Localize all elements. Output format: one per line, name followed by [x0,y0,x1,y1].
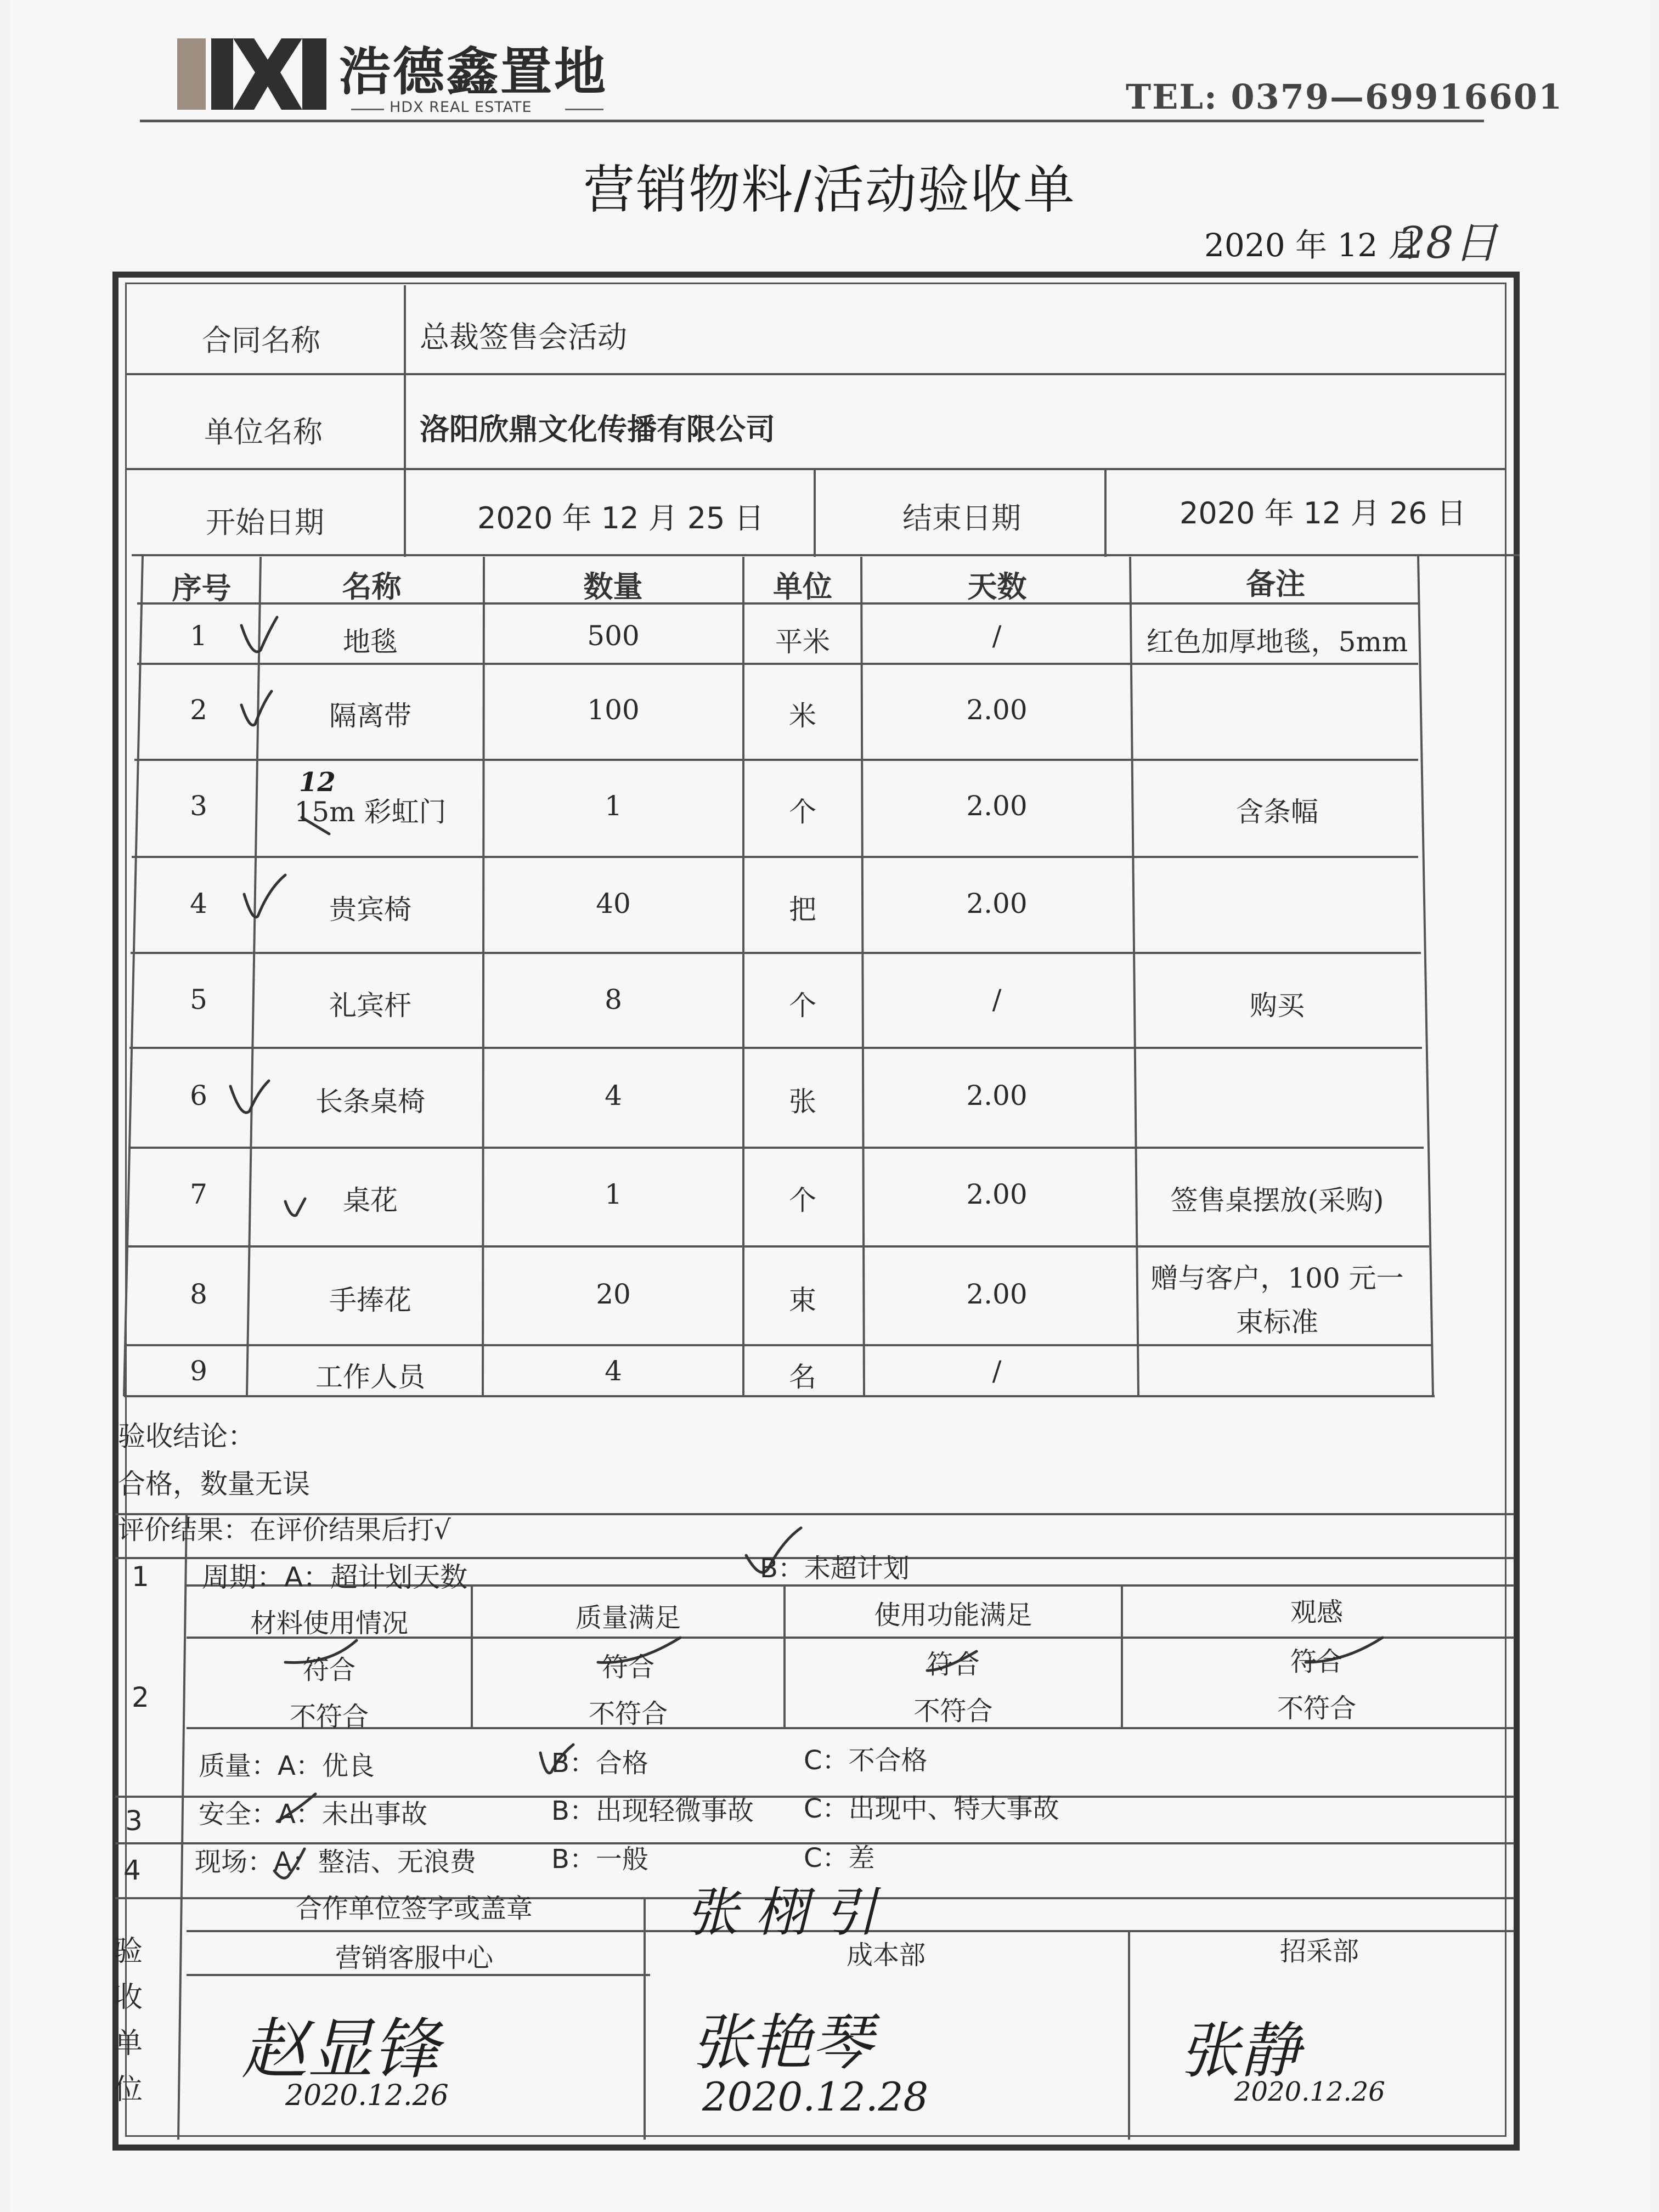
period-option-b: B：未超计划 [760,1553,910,1584]
evaluation-row-2-no: 2 [132,1681,149,1713]
item-note: 购买 [1250,990,1305,1022]
item-qty: 8 [605,984,622,1015]
item-unit: 把 [789,894,816,926]
side-label-char-3: 单 [114,2027,143,2060]
item-note-line2: 束标准 [1236,1306,1318,1338]
material-not-meets: 不符合 [289,1701,369,1732]
end-date-label: 结束日期 [902,501,1021,535]
document-date: 2020 年 12 月 [1204,227,1420,264]
evaluation-row-4-no: 4 [123,1854,141,1886]
item-qty: 40 [596,888,631,919]
signature-procurement-date: 2020.12.26 [1234,2076,1385,2107]
item-no: 3 [190,790,207,822]
material-meets: 符合 [302,1655,356,1685]
item-no: 6 [190,1080,207,1111]
quality-not-meets: 不符合 [588,1699,668,1729]
side-label-char-2: 收 [114,1981,143,2014]
item-name: 15m 彩虹门 [294,796,447,828]
item-unit: 平米 [775,626,830,658]
evaluation-row-3-no: 3 [125,1805,143,1837]
signature-cost-date: 2020.12.28 [702,2074,929,2120]
criteria-quality: 质量满足 [575,1602,681,1633]
document-date-handwritten: 28日 [1398,217,1498,268]
item-qty: 1 [605,1178,622,1210]
item-unit: 个 [789,990,816,1022]
dept-cost: 成本部 [846,1940,926,1971]
side-label-char-4: 位 [114,2073,143,2106]
signature-cost: 张艳琴 [691,2007,872,2078]
item-name: 隔离带 [329,700,411,732]
item-no: 8 [190,1278,207,1310]
side-label-char-1: 验 [114,1935,143,1968]
site-option-c: C：差 [804,1843,875,1874]
item-unit: 米 [789,700,816,732]
company-name-label: 单位名称 [204,415,323,449]
contract-name-value: 总裁签售会活动 [420,320,627,354]
item-unit: 束 [789,1284,816,1316]
item-note: 红色加厚地毯，5mm [1146,626,1408,658]
column-header-unit: 单位 [773,569,832,604]
item-note: 含条幅 [1236,796,1318,828]
item-days: 2.00 [966,790,1028,822]
site-option-a: 现场：A：整洁、无浪费 [195,1847,476,1877]
column-header-name: 名称 [342,569,402,604]
item-qty: 20 [596,1278,631,1310]
item-name: 工作人员 [315,1361,425,1393]
site-option-b: B：一般 [551,1844,648,1875]
contract-name-label: 合同名称 [202,323,320,358]
signature-marketing: 赵显锋 [241,2012,439,2088]
conclusion-label: 验收结论： [118,1420,255,1452]
end-date-value: 2020 年 12 月 26 日 [1180,496,1466,531]
item-qty: 4 [605,1080,622,1111]
visual-not-meets: 不符合 [1277,1693,1356,1724]
quality-option-c: C：不合格 [804,1745,928,1776]
handwritten-correction-12: 12 [299,767,336,798]
brand-name-en: HDX REAL ESTATE [390,99,532,116]
item-no: 9 [190,1355,207,1387]
item-name: 地毯 [343,626,398,658]
item-no: 2 [190,694,207,726]
signature-procurement: 张静 [1180,2016,1300,2086]
visual-meets: 符合 [1290,1646,1343,1677]
telephone: TEL: 0379—69916601 [1126,77,1564,117]
item-unit: 个 [789,796,816,828]
item-days: 2.00 [966,1178,1028,1210]
item-unit: 个 [789,1184,816,1216]
document-title: 营销物料/活动验收单 [583,160,1076,220]
dept-marketing-service-center: 营销客服中心 [335,1943,493,1973]
function-meets: 符合 [927,1649,980,1680]
item-no: 5 [190,984,207,1015]
criteria-function: 使用功能满足 [874,1600,1032,1630]
column-header-qty: 数量 [583,569,643,604]
item-unit: 张 [789,1086,816,1118]
item-name: 贵宾椅 [329,894,411,926]
item-no: 4 [190,888,207,919]
quality-option-a: 质量：A：优良 [199,1751,375,1781]
item-note: 赠与客户，100 元一 [1150,1262,1404,1294]
item-name: 长条桌椅 [315,1086,425,1118]
criteria-visual: 观感 [1290,1597,1343,1628]
item-name: 礼宾杆 [329,990,411,1022]
partner-sign-label: 合作单位签字或盖章 [295,1893,533,1924]
safety-option-a: 安全：A：未出事故 [199,1799,427,1830]
item-name: 手捧花 [329,1284,411,1316]
item-qty: 500 [587,620,640,652]
start-date-label: 开始日期 [206,505,324,540]
item-days: 2.00 [966,1080,1028,1111]
safety-option-c: C：出现中、特大事故 [804,1793,1059,1824]
column-header-days: 天数 [967,569,1027,604]
company-name-value: 洛阳欣鼎文化传播有限公司 [420,412,775,447]
item-days: 2.00 [966,694,1028,726]
quality-meets: 符合 [601,1652,654,1683]
item-unit: 名 [789,1361,816,1393]
evaluation-row-1-no: 1 [132,1561,149,1593]
function-not-meets: 不符合 [913,1696,993,1726]
item-days: / [992,1355,1002,1387]
item-no: 1 [190,620,207,652]
item-days: / [992,984,1002,1015]
safety-option-b: B：出现轻微事故 [551,1796,754,1826]
partner-signature: 张栩引 [686,1882,893,1943]
item-qty: 100 [587,694,640,726]
acceptance-unit-side-label [114,1928,147,2113]
criteria-material-usage: 材料使用情况 [250,1608,408,1639]
item-qty: 1 [605,790,622,822]
start-date-value: 2020 年 12 月 25 日 [477,501,764,535]
evaluation-instruction: 评价结果：在评价结果后打√ [118,1515,451,1545]
item-days: / [992,620,1002,652]
item-days: 2.00 [966,888,1028,919]
item-name: 桌花 [343,1184,398,1216]
signature-marketing-date: 2020.12.26 [285,2079,449,2112]
quality-option-b: B：合格 [551,1748,648,1779]
period-option-a: 周期：A：超计划天数 [202,1561,468,1593]
dept-procurement: 招采部 [1279,1936,1359,1967]
column-header-no: 序号 [172,571,232,606]
item-note: 签售桌摆放(采购) [1170,1184,1384,1216]
column-header-note: 备注 [1246,566,1305,601]
brand-name-cn: 浩德鑫置地 [339,42,608,102]
item-no: 7 [190,1178,207,1210]
conclusion-value: 合格，数量无误 [118,1468,310,1500]
item-days: 2.00 [966,1278,1028,1310]
item-qty: 4 [605,1355,622,1387]
